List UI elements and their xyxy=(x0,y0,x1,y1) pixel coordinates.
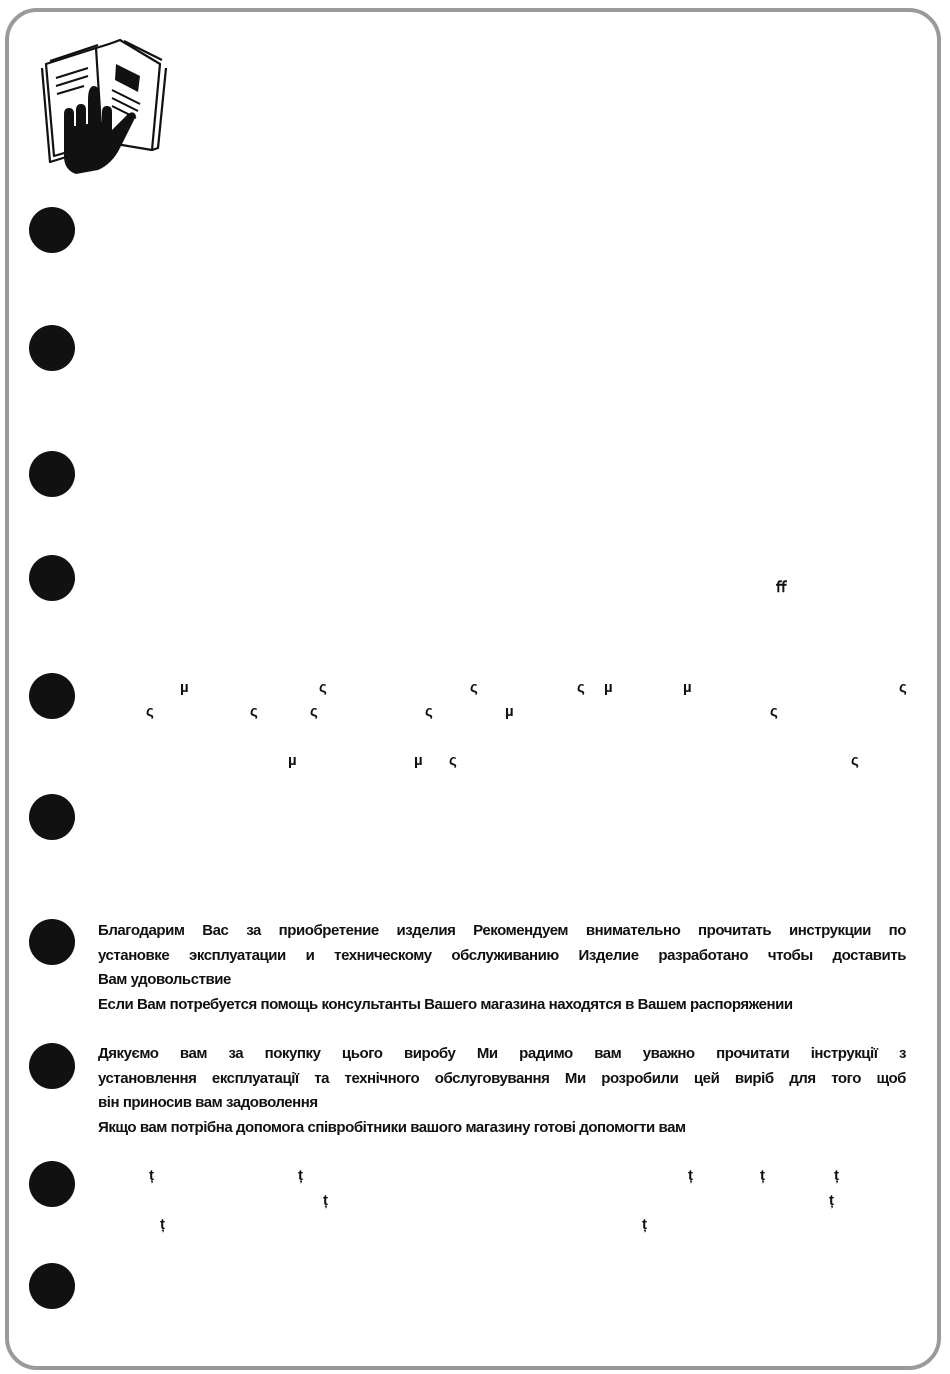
paragraph-line: установлення експлуатації та технічного обслуговування Ми розробили цей виріб для того щоб xyxy=(98,1069,906,1087)
mu-glyph: µ xyxy=(505,703,514,720)
paragraph-line: Благодарим Вас за приобретение изделия Рекомендуем внимательно прочитать инструкции по xyxy=(98,922,906,939)
t-comma-glyph: ț xyxy=(323,1192,328,1209)
sigma-glyph: ς xyxy=(577,679,585,696)
bullet-dot-7 xyxy=(29,919,75,965)
sigma-glyph: ς xyxy=(899,679,907,696)
sigma-glyph: ς xyxy=(310,703,318,720)
t-comma-glyph: ț xyxy=(688,1167,693,1184)
sigma-glyph: ς xyxy=(250,703,258,720)
paragraph-line: Если Вам потребуется помощь консультанты Вашего магазина находятся в Вашем распоряжении xyxy=(98,995,793,1013)
bullet-dot-2 xyxy=(29,325,75,371)
sigma-glyph: ς xyxy=(470,679,478,696)
paragraph-line: Вам удовольствие xyxy=(98,971,231,988)
sigma-glyph: ς xyxy=(425,703,433,720)
ligature-glyph: ﬀ xyxy=(776,579,787,596)
mu-glyph: µ xyxy=(414,752,423,769)
bullet-dot-8 xyxy=(29,1043,75,1089)
bullet-dot-3 xyxy=(29,451,75,497)
paragraph-line: установке эксплуатации и техническому обслуживанию Изделие разработано чтобы доставить xyxy=(98,946,906,964)
t-comma-glyph: ț xyxy=(760,1167,765,1184)
t-comma-glyph: ț xyxy=(160,1216,165,1233)
sigma-glyph: ς xyxy=(146,703,154,720)
bullet-dot-4 xyxy=(29,555,75,601)
sigma-glyph: ς xyxy=(851,752,859,769)
sigma-glyph: ς xyxy=(449,752,457,769)
t-comma-glyph: ț xyxy=(149,1167,154,1184)
mu-glyph: µ xyxy=(180,679,189,696)
paragraph-uk xyxy=(98,1042,906,1140)
t-comma-glyph: ț xyxy=(298,1167,303,1184)
mu-glyph: µ xyxy=(288,752,297,769)
paragraph-line: Дякуємо вам за покупку цього виробу Ми радимо вам уважно прочитати інструкції з xyxy=(98,1045,906,1062)
mu-glyph: µ xyxy=(683,679,692,696)
paragraph-line: Якщо вам потрібна допомога співробітники вашого магазину готові допомогти вам xyxy=(98,1118,686,1136)
sigma-glyph: ς xyxy=(319,679,327,696)
mu-glyph: µ xyxy=(604,679,613,696)
read-manual-icon xyxy=(36,38,168,178)
paragraph-ru xyxy=(98,919,906,1017)
bullet-dot-5 xyxy=(29,673,75,719)
bullet-dot-10 xyxy=(29,1263,75,1309)
bullet-dot-9 xyxy=(29,1161,75,1207)
bullet-dot-6 xyxy=(29,794,75,840)
bullet-dot-1 xyxy=(29,207,75,253)
sigma-glyph: ς xyxy=(770,703,778,720)
t-comma-glyph: ț xyxy=(834,1167,839,1184)
t-comma-glyph: ț xyxy=(642,1216,647,1233)
t-comma-glyph: ț xyxy=(829,1192,834,1209)
paragraph-line: він приносив вам задоволення xyxy=(98,1094,318,1111)
